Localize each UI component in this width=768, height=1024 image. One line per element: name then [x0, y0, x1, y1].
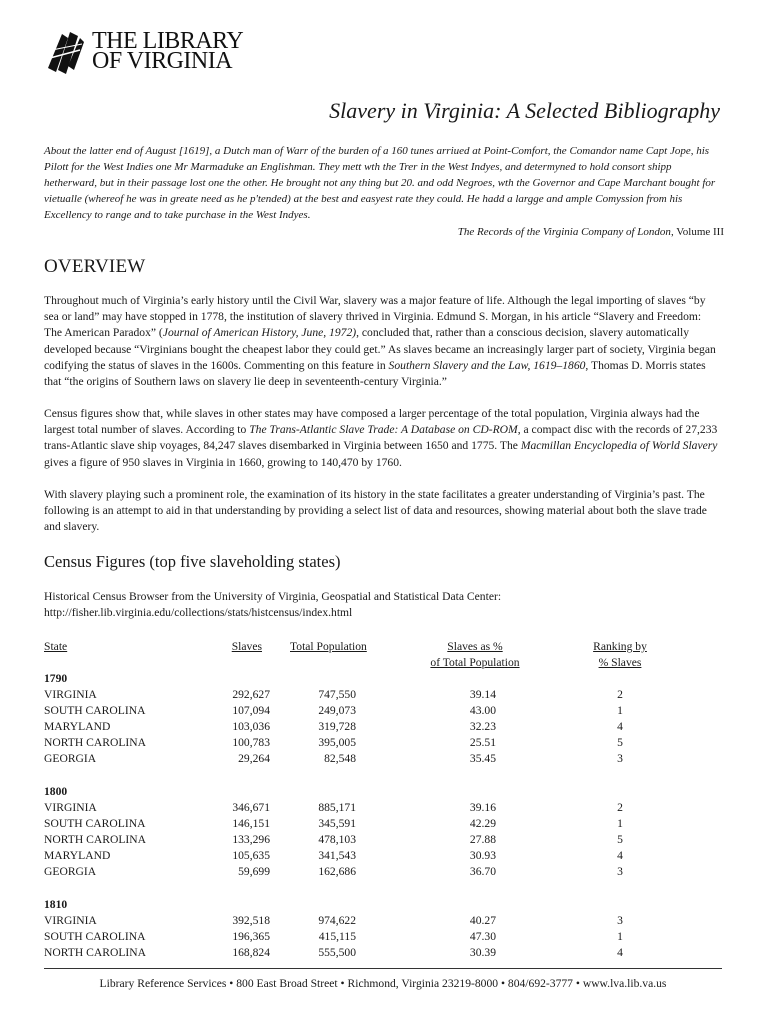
- table-cell-percent: 47.30: [469, 930, 496, 943]
- table-cell-slaves: 59,699: [238, 865, 270, 878]
- table-cell-total: 341,543: [318, 849, 356, 862]
- table-cell-slaves: 100,783: [232, 736, 270, 749]
- table-cell-percent: 36.70: [469, 865, 496, 878]
- table-cell-rank: 2: [617, 688, 623, 701]
- library-logo: [44, 26, 244, 76]
- table-cell-state: GEORGIA: [44, 752, 97, 765]
- table-cell-state: GEORGIA: [44, 865, 97, 878]
- year-label: 1810: [44, 898, 68, 911]
- table-cell-percent: 30.93: [469, 849, 496, 862]
- table-cell-rank: 2: [617, 801, 623, 814]
- p1-text-c: , Thomas D. Morris states that “the origins of Southern laws on slavery lie deep in seventeenth-century Virginia.”: [44, 358, 706, 389]
- table-cell-percent: 32.23: [469, 720, 496, 733]
- table-cell-rank: 5: [617, 736, 623, 749]
- logo-text-line2: OF VIRGINIA: [92, 48, 233, 74]
- p1-text-b: , concluded that, rather than a conscious decision, slavery automatically developed because “Virginians bought the cheapest labor they could get.” As slaves became an increasingly larger part of society, Virginia began codifying the status of slaves in the 1600s. Commenting on this feature in: [44, 326, 716, 372]
- table-cell-state: NORTH CAROLINA: [44, 833, 147, 846]
- table-cell-slaves: 105,635: [232, 849, 270, 862]
- table-cell-state: MARYLAND: [44, 849, 111, 862]
- table-cell-percent: 35.45: [469, 752, 496, 765]
- column-header-ranking-line2: % Slaves: [598, 656, 642, 669]
- column-header-slaves: Slaves: [231, 640, 262, 653]
- table-cell-total: 415,115: [318, 930, 356, 943]
- table-cell-percent: 30.39: [469, 946, 496, 959]
- table-cell-state: MARYLAND: [44, 720, 111, 733]
- table-cell-percent: 39.14: [469, 688, 496, 701]
- footer-contact: Library Reference Services • 800 East Broad Street • Richmond, Virginia 23219-8000 • 804/692-3777 • www.lva.lib.va.us: [99, 977, 667, 990]
- table-cell-total: 82,548: [324, 752, 356, 765]
- p2-citation-database: The Trans-Atlantic Slave Trade: A Database on CD-ROM: [249, 423, 518, 437]
- table-cell-slaves: 196,365: [232, 930, 270, 943]
- table-cell-total: 885,171: [318, 801, 356, 814]
- table-cell-total: 478,103: [318, 833, 356, 846]
- p1-citation-book: Southern Slavery and the Law, 1619–1860: [388, 358, 586, 372]
- column-header-total-population: Total Population: [290, 640, 367, 653]
- p2-text-c: gives a figure of 950 slaves in Virginia in 1660, growing to 140,470 by 1760.: [44, 455, 402, 469]
- table-cell-rank: 1: [617, 930, 623, 943]
- table-cell-rank: 3: [617, 914, 623, 927]
- table-cell-rank: 5: [617, 833, 623, 846]
- table-cell-percent: 43.00: [469, 704, 496, 717]
- p1-citation-journal: Journal of American History, June, 1972): [162, 326, 357, 340]
- epigraph-quote: About the latter end of August [1619], a Dutch man of Warr of the burden of a 160 tunes arriued at Point-Comfort, the Comandor name Capt Jope, his Pilott for the West Indies one Mr Marmaduke an Englishman. They mett wth the Trer in the West Indyes, and determyned to hold consort shipp hetherward, but in their passage lost one the other. He brought not any thing but 20. and odd Negroes, wth the Governor and Cape Marchant bought for vietualle (whereof he was in greate need as he p'tended) at the best and easyest rate they could. He hadd a largge and ample Comyssion from his Excellency to range and to take purchase in the West Indyes.: [44, 145, 716, 221]
- table-cell-total: 162,686: [318, 865, 356, 878]
- document-title: Slavery in Virginia: A Selected Bibliography: [329, 98, 720, 123]
- table-cell-slaves: 133,296: [232, 833, 270, 846]
- table-cell-total: 249,073: [318, 704, 356, 717]
- column-header-percent-line1: Slaves as %: [447, 640, 503, 653]
- table-cell-rank: 4: [617, 720, 623, 733]
- table-cell-percent: 25.51: [469, 736, 496, 749]
- p2-text-b: , a compact disc with the records of 27,233 trans-Atlantic slave ship voyages, 84,247 slaves disembarked in Virginia between 1650 and 1775. The: [44, 423, 718, 453]
- table-cell-slaves: 29,264: [238, 752, 270, 765]
- table-cell-slaves: 292,627: [232, 688, 270, 701]
- table-cell-slaves: 346,671: [232, 801, 270, 814]
- epigraph-source: [458, 224, 724, 240]
- p2-text-a: Census figures show that, while slaves in other states may have composed a larger percentage of the total population, Virginia always had the largest total number of slaves. According to: [44, 407, 700, 437]
- table-cell-slaves: 107,094: [232, 704, 270, 717]
- logo-text-line1: THE LIBRARY: [92, 28, 244, 54]
- table-cell-slaves: 168,824: [232, 946, 270, 959]
- table-cell-rank: 1: [617, 817, 623, 830]
- table-cell-percent: 40.27: [469, 914, 496, 927]
- overview-heading: OVERVIEW: [44, 256, 146, 277]
- epigraph-source-volume: , Volume III: [670, 226, 724, 238]
- table-cell-state: SOUTH CAROLINA: [44, 817, 146, 830]
- table-cell-total: 555,500: [318, 946, 356, 959]
- table-cell-state: VIRGINIA: [44, 914, 97, 927]
- table-cell-total: 319,728: [318, 720, 356, 733]
- epigraph-source-title: The Records of the Virginia Company of London: [457, 226, 671, 238]
- column-header-percent-line2: of Total Population: [430, 656, 520, 669]
- year-label: 1790: [44, 672, 68, 685]
- table-cell-state: NORTH CAROLINA: [44, 736, 147, 749]
- table-cell-percent: 39.16: [469, 801, 496, 814]
- table-cell-rank: 1: [617, 704, 623, 717]
- library-logo-icon: [44, 28, 86, 74]
- table-cell-rank: 3: [617, 865, 623, 878]
- p1-text-a: Throughout much of Virginia’s early history until the Civil War, slavery was a major feature of life. Although the legal importing of slaves “by sea or land” may have stopped in 1778, the institution of slavery thrived in Virginia. Edmund S. Morgan, in his article “Slavery and Freedom: The American Paradox” (: [44, 294, 706, 340]
- table-cell-total: 974,622: [318, 914, 356, 927]
- table-cell-rank: 4: [617, 946, 623, 959]
- census-heading: Census Figures (top five slaveholding states): [44, 552, 341, 571]
- table-cell-state: SOUTH CAROLINA: [44, 704, 146, 717]
- overview-paragraph-2: [44, 406, 720, 471]
- table-cell-total: 395,005: [318, 736, 356, 749]
- table-cell-rank: 3: [617, 752, 623, 765]
- table-cell-percent: 42.29: [469, 817, 496, 830]
- table-cell-slaves: 146,151: [232, 817, 270, 830]
- table-cell-total: 747,550: [318, 688, 356, 701]
- table-cell-total: 345,591: [318, 817, 356, 830]
- table-cell-percent: 27.88: [469, 833, 496, 846]
- year-label: 1800: [44, 785, 68, 798]
- column-header-ranking-line1: Ranking by: [593, 640, 647, 653]
- overview-paragraph-3: With slavery playing such a prominent role, the examination of its history in the state facilitates a greater understanding of Virginia’s past. The following is an attempt to aid in that understanding by providing a select list of data and resources, showing material about both the slave trade and slavery.: [44, 488, 707, 534]
- table-cell-rank: 4: [617, 849, 623, 862]
- table-cell-state: VIRGINIA: [44, 688, 97, 701]
- census-source: Historical Census Browser from the University of Virginia, Geospatial and Statistical Data Center: http://fisher.lib.virginia.edu/collections/stats/histcensus/index.html: [44, 590, 502, 620]
- table-cell-slaves: 103,036: [232, 720, 270, 733]
- column-header-state: State: [44, 640, 68, 653]
- table-cell-state: VIRGINIA: [44, 801, 97, 814]
- p2-citation-encyclopedia: Macmillan Encyclopedia of World Slavery: [520, 439, 718, 453]
- table-cell-state: SOUTH CAROLINA: [44, 930, 146, 943]
- table-cell-state: NORTH CAROLINA: [44, 946, 147, 959]
- overview-paragraph-1: [44, 293, 720, 390]
- table-cell-slaves: 392,518: [232, 914, 270, 927]
- footer-divider: [44, 968, 722, 969]
